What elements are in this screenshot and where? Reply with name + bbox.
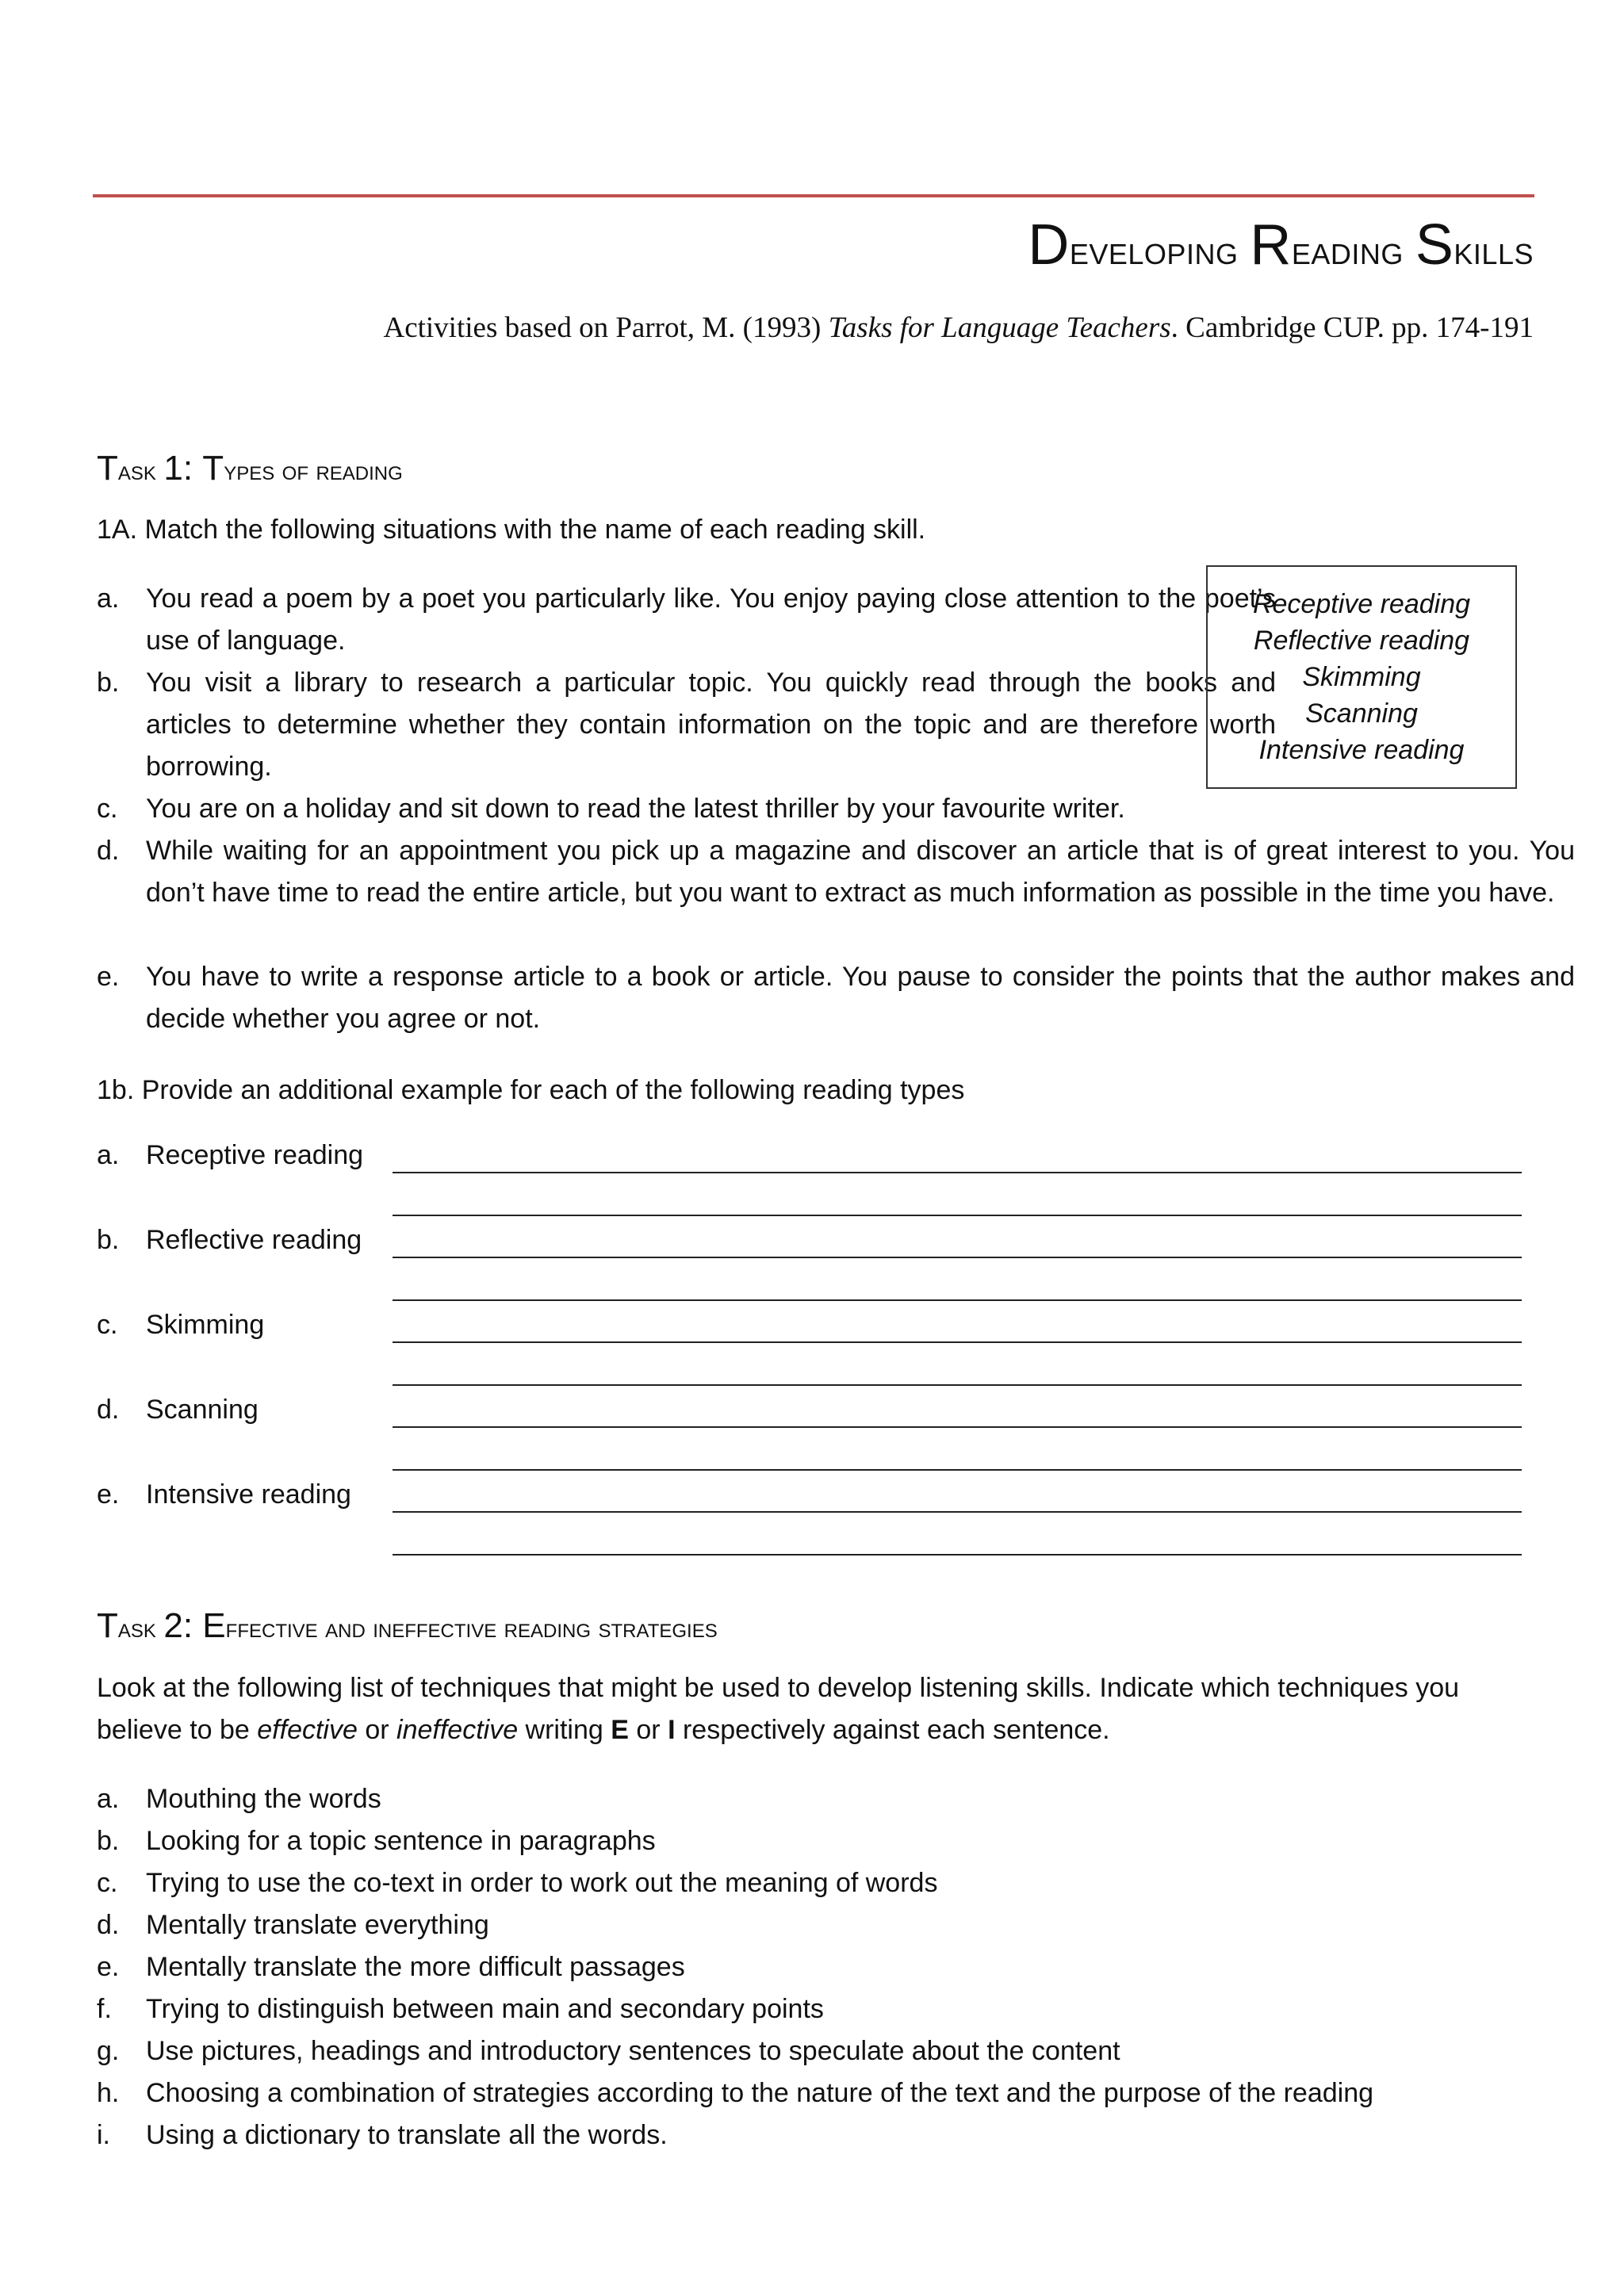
task1b-instruction: 1b. Provide an additional example for each of the following reading types — [97, 1075, 965, 1105]
task2-intro-line-2: believe to be effective or ineffective writing E or I respectively against each sentence. — [97, 1715, 1110, 1745]
skill-option: Intensive reading — [1258, 735, 1465, 765]
answer-line[interactable] — [393, 1554, 1522, 1556]
header-rule — [93, 194, 1534, 197]
answer-line[interactable] — [393, 1299, 1522, 1301]
answer-line[interactable] — [393, 1511, 1522, 1513]
answer-line[interactable] — [393, 1384, 1522, 1386]
reading-skills-box — [1206, 565, 1517, 789]
task2-intro-line-1: Look at the following list of techniques that might be used to develop listening skills. Indicate which techniques you — [97, 1673, 1460, 1703]
source-citation: Activities based on Parrot, M. (1993) Tasks for Language Teachers. Cambridge CUP. pp. 174-191 — [383, 312, 1534, 344]
task1-heading: Task 1: Types of reading — [97, 449, 403, 488]
task2-heading: Task 2: Effective and ineffective reading strategies — [97, 1606, 718, 1645]
skill-option: Scanning — [1305, 698, 1418, 729]
answer-line[interactable] — [393, 1469, 1522, 1471]
answer-line[interactable] — [393, 1215, 1522, 1216]
skill-option: Receptive reading — [1252, 589, 1471, 619]
answer-line[interactable] — [393, 1341, 1522, 1343]
answer-line[interactable] — [393, 1257, 1522, 1258]
page-title: Developing Reading Skills — [1028, 213, 1534, 277]
skill-option: Skimming — [1302, 662, 1421, 692]
answer-line[interactable] — [393, 1426, 1522, 1428]
task1a-instruction: 1A. Match the following situations with the name of each reading skill. — [97, 515, 926, 545]
answer-line[interactable] — [393, 1172, 1522, 1173]
skill-option: Reflective reading — [1253, 626, 1470, 656]
